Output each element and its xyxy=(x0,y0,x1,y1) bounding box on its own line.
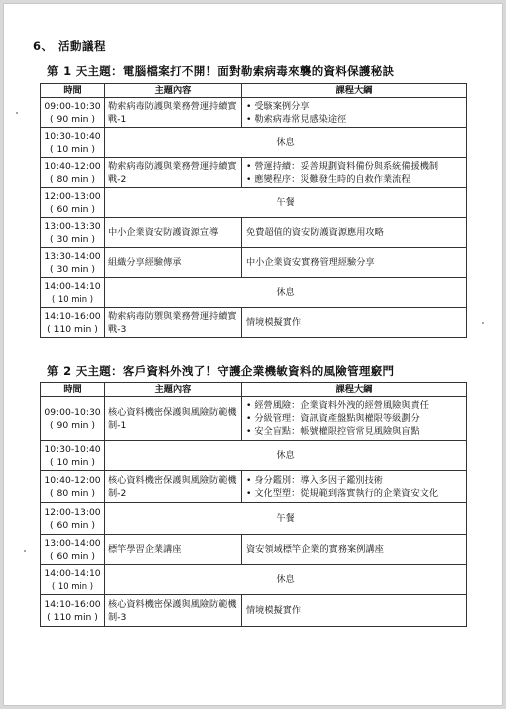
time-range: 14:10-16:00 xyxy=(44,598,101,610)
time-cell xyxy=(41,308,105,338)
day2-title: 第 2 天主題：客戶資料外洩了！守護企業機敏資料的風險管理竅門 xyxy=(47,364,395,378)
break-cell: 休息 xyxy=(105,128,467,158)
time-range: 09:00-10:30 xyxy=(44,100,101,112)
day2-schedule-table xyxy=(40,382,467,627)
header-outline: 課程大綱 xyxy=(242,84,467,98)
time-cell xyxy=(41,535,105,565)
day1-title: 第 1 天主題：電腦檔案打不開！面對勒索病毒來襲的資料保護秘訣 xyxy=(47,64,395,78)
duration: ( 60 min ) xyxy=(50,550,95,562)
outline-item: • 營運持續：妥善規劃資料備份與系統備援機制 xyxy=(246,160,462,173)
time-range: 10:30-10:40 xyxy=(44,130,101,142)
header-time: 時間 xyxy=(41,383,105,397)
outline-cell xyxy=(242,98,467,128)
outline-item: • 文化型塑：從規範到落實執行的企業資安文化 xyxy=(246,487,462,500)
outline-item: • 經營風險：企業資料外洩的經營風險與責任 xyxy=(246,399,462,412)
time-range: 10:40-12:00 xyxy=(44,474,101,486)
header-time: 時間 xyxy=(41,84,105,98)
outline-item: • 勒索病毒常見感染途徑 xyxy=(246,113,462,126)
scan-speck xyxy=(24,550,26,552)
time-cell xyxy=(41,397,105,441)
header-outline: 課程大綱 xyxy=(242,383,467,397)
time-cell xyxy=(41,278,105,308)
outline-item: • 身分鑑別：導入多因子鑑別技術 xyxy=(246,474,462,487)
outline-item: • 受駭案例分享 xyxy=(246,100,462,113)
table-row xyxy=(41,397,467,441)
table-row xyxy=(41,248,467,278)
outline-cell: 情境模擬實作 xyxy=(242,595,467,627)
table-row xyxy=(41,98,467,128)
outline-cell: 中小企業資安實務管理經驗分享 xyxy=(242,248,467,278)
outline-cell: 免費超值的資安防護資源應用攻略 xyxy=(242,218,467,248)
break-cell: 休息 xyxy=(105,565,467,595)
time-cell xyxy=(41,441,105,471)
time-range: 13:00-14:00 xyxy=(44,537,101,549)
duration: ( 80 min ) xyxy=(50,487,95,499)
duration: ( 90 min ) xyxy=(50,113,95,125)
topic-cell: 核心資料機密保護與風險防範機制-1 xyxy=(105,397,242,441)
time-cell xyxy=(41,98,105,128)
time-range: 14:00-14:10 xyxy=(44,567,101,579)
outline-cell xyxy=(242,471,467,503)
duration: ( 110 min ) xyxy=(47,323,98,335)
topic-cell: 勒索病毒防護與業務營運持續實戰-1 xyxy=(105,98,242,128)
topic-cell: 勒索病毒防護與業務營運持續實戰-2 xyxy=(105,158,242,188)
outline-cell xyxy=(242,397,467,441)
table-header-row xyxy=(41,84,467,98)
section-heading: 6、 活動議程 xyxy=(33,39,107,53)
outline-cell xyxy=(242,158,467,188)
break-cell: 休息 xyxy=(105,278,467,308)
duration: ( 80 min ) xyxy=(50,173,95,185)
table-row xyxy=(41,128,467,158)
topic-cell: 核心資料機密保護與風險防範機制-2 xyxy=(105,471,242,503)
outline-item: • 分級管理：資訊資產盤點與權限等級劃分 xyxy=(246,412,462,425)
day1-schedule-table xyxy=(40,83,467,338)
duration: ( 30 min ) xyxy=(50,233,95,245)
header-topic: 主題內容 xyxy=(105,84,242,98)
break-cell: 休息 xyxy=(105,441,467,471)
time-range: 09:00-10:30 xyxy=(44,406,101,418)
table-row xyxy=(41,471,467,503)
table-row xyxy=(41,188,467,218)
break-cell: 午餐 xyxy=(105,188,467,218)
document-page xyxy=(3,3,503,706)
table-row xyxy=(41,308,467,338)
time-range: 14:10-16:00 xyxy=(44,310,101,322)
time-cell xyxy=(41,248,105,278)
table-row xyxy=(41,218,467,248)
topic-cell: 標竿學習企業講座 xyxy=(105,535,242,565)
header-topic: 主題內容 xyxy=(105,383,242,397)
table-row xyxy=(41,595,467,627)
break-cell: 午餐 xyxy=(105,503,467,535)
table-row xyxy=(41,503,467,535)
table-header-row xyxy=(41,383,467,397)
topic-cell: 勒索病毒防禦與業務營運持續實戰-3 xyxy=(105,308,242,338)
outline-cell: 資安領域標竿企業的實務案例講座 xyxy=(242,535,467,565)
time-range: 13:30-14:00 xyxy=(44,250,101,262)
table-row xyxy=(41,441,467,471)
topic-cell: 中小企業資安防護資源宣導 xyxy=(105,218,242,248)
scan-speck xyxy=(16,112,18,114)
duration: ( 10 min ) xyxy=(52,580,93,591)
time-cell xyxy=(41,503,105,535)
time-range: 12:00-13:00 xyxy=(44,506,101,518)
topic-cell: 核心資料機密保護與風險防範機制-3 xyxy=(105,595,242,627)
time-cell xyxy=(41,218,105,248)
time-cell xyxy=(41,188,105,218)
table-row xyxy=(41,278,467,308)
time-cell xyxy=(41,128,105,158)
table-row xyxy=(41,565,467,595)
duration: ( 10 min ) xyxy=(50,456,95,468)
outline-item: • 應變程序：災難發生時的自救作業流程 xyxy=(246,173,462,186)
time-range: 10:30-10:40 xyxy=(44,443,101,455)
outline-item: • 安全盲點：帳號權限控管常見風險與盲點 xyxy=(246,425,462,438)
time-range: 12:00-13:00 xyxy=(44,190,101,202)
duration: ( 60 min ) xyxy=(50,203,95,215)
time-range: 10:40-12:00 xyxy=(44,160,101,172)
duration: ( 90 min ) xyxy=(50,419,95,431)
topic-cell: 組織分享經驗傳承 xyxy=(105,248,242,278)
time-cell xyxy=(41,595,105,627)
time-cell xyxy=(41,565,105,595)
table-row xyxy=(41,158,467,188)
duration: ( 60 min ) xyxy=(50,519,95,531)
time-range: 14:00-14:10 xyxy=(44,280,101,292)
duration: ( 30 min ) xyxy=(50,263,95,275)
duration: ( 110 min ) xyxy=(47,611,98,623)
outline-cell: 情境模擬實作 xyxy=(242,308,467,338)
table-row xyxy=(41,535,467,565)
time-cell xyxy=(41,158,105,188)
time-cell xyxy=(41,471,105,503)
time-range: 13:00-13:30 xyxy=(44,220,101,232)
scan-speck xyxy=(482,322,484,324)
duration: ( 10 min ) xyxy=(50,143,95,155)
duration: ( 10 min ) xyxy=(52,293,93,304)
